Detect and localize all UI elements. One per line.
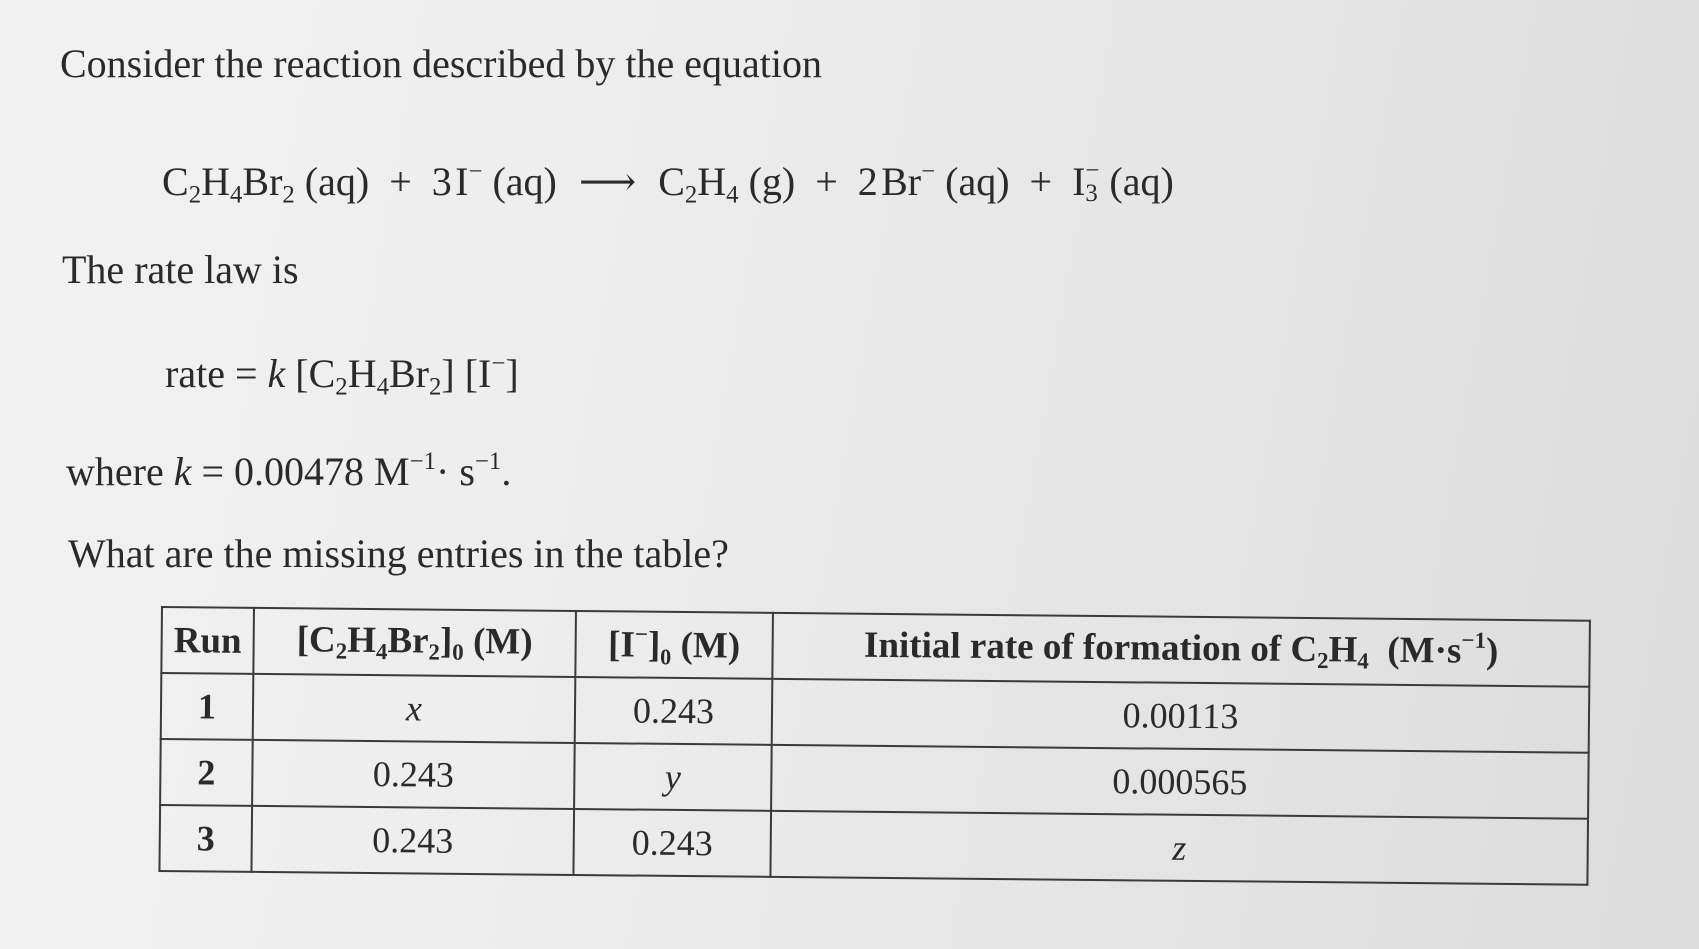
eq-product-3: I − 3 (aq) — [1072, 156, 1174, 208]
rate-cell: z — [770, 811, 1588, 885]
c2h4br2-cell: x — [253, 674, 576, 743]
intro-text: Consider the reaction described by the equation — [60, 41, 822, 86]
reaction-equation — [162, 158, 1174, 209]
iodide-cell: y — [574, 743, 772, 811]
rate-cell: 0.00113 — [772, 679, 1590, 753]
iodide-cell: 0.243 — [575, 677, 773, 745]
header-initial-rate: Initial rate of formation of $C_2H_4$ $(M\cdot s^{-1})$ — [772, 613, 1590, 687]
plus-sign: + — [1029, 159, 1053, 204]
run-cell: 1 — [161, 673, 254, 740]
kinetics-table — [158, 606, 1590, 886]
header-run: Run — [161, 607, 254, 674]
iodide-cell: 0.243 — [573, 809, 771, 877]
eq-reactant-1: $C_2H_4Br_2$ (aq) — [162, 159, 370, 209]
header-c2h4br2-conc: $[C_2H_4Br_2]_0$ (M) — [253, 608, 576, 677]
c2h4br2-cell: 0.243 — [251, 806, 574, 875]
plus-sign: + — [389, 159, 412, 204]
eq-reactant-2: 3 I− (aq) — [431, 157, 557, 204]
question-text: What are the missing entries in the table? — [68, 531, 729, 576]
c2h4br2-cell: 0.243 — [252, 740, 575, 809]
rate-law-label: The rate law is — [62, 247, 299, 292]
reaction-arrow: ⟶ — [578, 159, 637, 204]
eq-product-1: $C_2H_4$ (g) — [658, 159, 796, 209]
table-row — [159, 805, 1588, 885]
run-cell: 3 — [159, 805, 252, 872]
run-cell: 2 — [160, 739, 253, 806]
rate-cell: 0.000565 — [771, 745, 1589, 819]
rate-law-expression: rate = k $[C_2H_4Br_2]$ [I−] — [165, 349, 519, 401]
plus-sign: + — [815, 159, 838, 204]
rate-constant-line: where k = 0.00478 $M^{-1}\cdot s^{-1}$. — [66, 447, 512, 494]
header-iodide-conc: [I−]₀ (M) — [575, 611, 773, 679]
eq-product-2: 2 Br− (aq) — [857, 157, 1010, 204]
